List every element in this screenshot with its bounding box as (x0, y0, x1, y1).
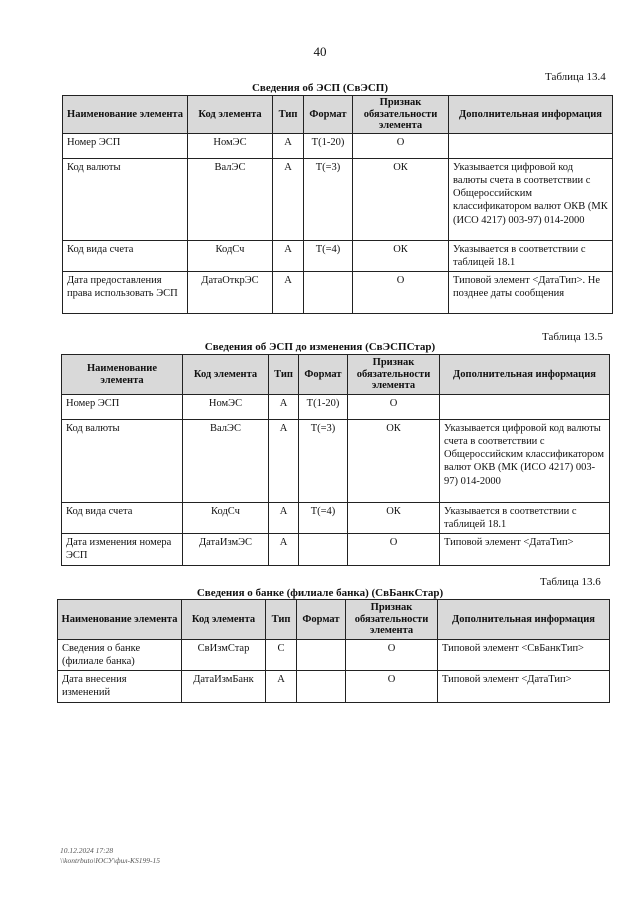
header-cell: Код элемента (182, 600, 266, 640)
cell-type: А (266, 671, 297, 702)
cell-required: О (353, 134, 449, 159)
table-row (63, 159, 613, 241)
cell-type: А (273, 241, 304, 272)
table-title: Сведения об ЭСП (СвЭСП) (251, 82, 389, 94)
footer-timestamp: 10.12.2024 17:28 (60, 846, 114, 855)
cell-name: Код валюты (63, 159, 188, 241)
header-cell: Дополнительная информация (438, 600, 610, 640)
cell-code: КодСч (188, 241, 273, 272)
cell-code: ВалЭС (188, 159, 273, 241)
cell-type: А (273, 134, 304, 159)
cell-type: А (273, 272, 304, 314)
cell-required: О (353, 272, 449, 314)
header-cell: Признак обязательности элемента (348, 355, 440, 395)
cell-name: Код вида счета (63, 241, 188, 272)
cell-required: О (346, 671, 438, 702)
table-title: Сведения об ЭСП до изменения (СвЭСПСтар) (204, 341, 436, 353)
cell-required: О (346, 640, 438, 671)
cell-name: Код вида счета (62, 503, 183, 534)
header-cell: Тип (269, 355, 299, 395)
cell-code: НомЭС (183, 395, 269, 420)
table-row (62, 503, 610, 534)
table-caption: Таблица 13.4 (545, 71, 606, 83)
cell-format: Т(=3) (304, 159, 353, 241)
header-cell: Признак обязательности элемента (353, 96, 449, 134)
cell-format (297, 671, 346, 702)
cell-format: Т(1-20) (304, 134, 353, 159)
header-cell: Код элемента (188, 96, 273, 134)
cell-info: Типовой элемент <ДатаТип> (438, 671, 610, 702)
cell-name: Дата изменения номера ЭСП (62, 534, 183, 565)
cell-format (297, 640, 346, 671)
header-cell: Тип (273, 96, 304, 134)
cell-format (304, 272, 353, 314)
cell-info: Указывается цифровой код валюты счета в соответствии с Общероссийским классификатором валют ОКВ (МК (ИСО 4217) 003-97) 014-2000 (440, 420, 610, 503)
header-cell: Наименование элемента (58, 600, 182, 640)
cell-info: Указывается в соответствии с таблицей 18.1 (440, 503, 610, 534)
cell-name: Сведения о банке (филиале банка) (58, 640, 182, 671)
cell-name: Дата внесения изменений (58, 671, 182, 702)
table-row (58, 640, 610, 671)
table-row (62, 534, 610, 565)
cell-code: ВалЭС (183, 420, 269, 503)
cell-required: О (348, 395, 440, 420)
cell-name: Номер ЭСП (62, 395, 183, 420)
table-13-4 (62, 95, 613, 314)
table-13-6 (57, 599, 610, 703)
cell-info (449, 134, 613, 159)
cell-format: Т(=4) (299, 503, 348, 534)
cell-code: ДатаОткрЭС (188, 272, 273, 314)
cell-required: О (348, 534, 440, 565)
cell-type: С (266, 640, 297, 671)
cell-type: А (269, 503, 299, 534)
cell-required: ОК (353, 241, 449, 272)
table-row (63, 134, 613, 159)
cell-type: А (269, 534, 299, 565)
cell-code: КодСч (183, 503, 269, 534)
footer-path: \\kontrbuto\ЮСУ\фил-KS199-15 (60, 856, 161, 865)
cell-code: СвИзмСтар (182, 640, 266, 671)
table-row (63, 241, 613, 272)
cell-info (440, 395, 610, 420)
table-title: Сведения о банке (филиале банка) (СвБанкСтар) (196, 587, 444, 599)
cell-code: НомЭС (188, 134, 273, 159)
header-cell: Дополнительная информация (440, 355, 610, 395)
cell-required: ОК (348, 420, 440, 503)
cell-type: А (269, 395, 299, 420)
cell-name: Дата предоставления права использовать ЭСП (63, 272, 188, 314)
header-cell: Формат (304, 96, 353, 134)
cell-format: Т(=4) (304, 241, 353, 272)
table-row (62, 420, 610, 503)
page-number: 40 (313, 44, 327, 59)
cell-info: Типовой элемент <ДатаТип>. Не позднее даты сообщения (449, 272, 613, 314)
table-caption: Таблица 13.6 (540, 576, 601, 588)
cell-name: Код валюты (62, 420, 183, 503)
cell-required: ОК (348, 503, 440, 534)
cell-name: Номер ЭСП (63, 134, 188, 159)
header-cell: Формат (299, 355, 348, 395)
cell-format (299, 534, 348, 565)
header-cell: Код элемента (183, 355, 269, 395)
cell-required: ОК (353, 159, 449, 241)
cell-info: Типовой элемент <ДатаТип> (440, 534, 610, 565)
table-caption: Таблица 13.5 (542, 331, 603, 343)
cell-format: Т(=3) (299, 420, 348, 503)
header-cell: Формат (297, 600, 346, 640)
header-cell: Дополнительная информация (449, 96, 613, 134)
cell-code: ДатаИзмЭС (183, 534, 269, 565)
header-cell: Наименование элемента (63, 96, 188, 134)
cell-code: ДатаИзмБанк (182, 671, 266, 702)
cell-type: А (269, 420, 299, 503)
table-13-5 (61, 354, 610, 566)
cell-info: Указывается в соответствии с таблицей 18.1 (449, 241, 613, 272)
cell-info: Типовой элемент <СвБанкТип> (438, 640, 610, 671)
table-row (62, 395, 610, 420)
cell-type: А (273, 159, 304, 241)
header-cell: Признак обязательности элемента (346, 600, 438, 640)
table-row (58, 671, 610, 702)
table-row (63, 272, 613, 314)
cell-info: Указывается цифровой код валюты счета в соответствии с Общероссийским классификатором валют ОКВ (МК (ИСО 4217) 003-97) 014-2000 (449, 159, 613, 241)
cell-format: Т(1-20) (299, 395, 348, 420)
header-cell: Наименование элемента (62, 355, 183, 395)
header-cell: Тип (266, 600, 297, 640)
